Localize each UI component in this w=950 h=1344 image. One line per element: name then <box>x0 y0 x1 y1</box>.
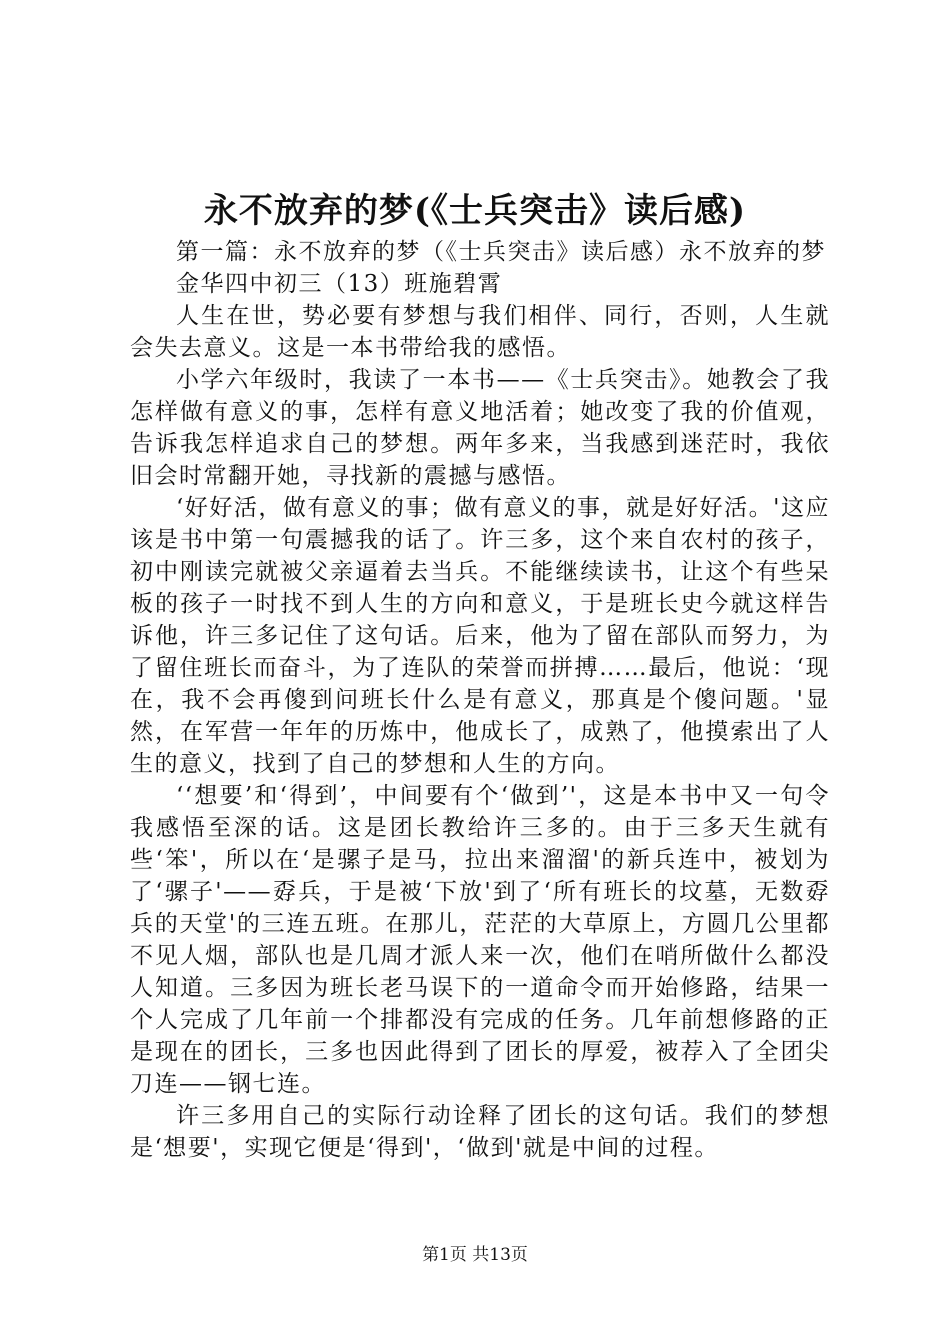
document-body <box>130 236 830 1164</box>
paragraph-6: ‘‘想要’和‘得到’，中间要有个‘做到’'，这是本书中又一句令我感悟至深的话。这是团长教给许三多的。由于三多天生就有些‘笨'，所以在‘是骡子是马，拉出来溜溜'的新兵连中，被划为了‘骡子'——孬兵，于是被‘下放'到了‘所有班长的坟墓，无数孬兵的天堂'的三连五班。在那儿，茫茫的大草原上，方圆几公里都不见人烟，部队也是几周才派人来一次，他们在哨所做什么都没人知道。三多因为班长老马误下的一道命令而开始修路，结果一个人完成了几年前一个排都没有完成的任务。几年前想修路的正是现在的团长，三多也因此得到了团长的厚爱，被荐入了全团尖刀连——钢七连。 <box>130 783 830 1097</box>
paragraph-author: 金华四中初三（13）班施碧霄 <box>176 271 503 297</box>
paragraph-4: 小学六年级时，我读了一本书——《士兵突击》。她教会了我怎样做有意义的事，怎样有意义地活着；她改变了我的价值观，告诉我怎样追求自己的梦想。两年多来，当我感到迷茫时，我依旧会时常翻开她，寻找新的震撼与感悟。 <box>130 367 830 489</box>
paragraph-5: ‘好好活，做有意义的事；做有意义的事，就是好好活。'这应该是书中第一句震撼我的话了。许三多，这个来自农村的孩子，初中刚读完就被父亲逼着去当兵。不能继续读书，让这个有些呆板的孩子一时找不到人生的方向和意义，于是班长史今就这样告诉他，许三多记住了这句话。后来，他为了留在部队而努力，为了留住班长而奋斗，为了连队的荣誉而拼搏……最后，他说：‘现在，我不会再傻到问班长什么是有意义，那真是个傻问题。'显然，在军营一年年的历炼中，他成长了，成熟了，他摸索出了人生的意义，找到了自己的梦想和人生的方向。 <box>130 495 830 777</box>
page-footer: 第1页 共13页 <box>422 1245 528 1265</box>
paragraph-1: 第一篇：永不放弃的梦（《士兵突击》读后感）永不放弃的梦 <box>176 239 826 265</box>
document-title: 永不放弃的梦(《士兵突击》读后感) <box>203 191 747 231</box>
paragraph-7: 许三多用自己的实际行动诠释了团长的这句话。我们的梦想是‘想要'，实现它便是‘得到'，‘做到'就是中间的过程。 <box>130 1103 830 1161</box>
paragraph-3: 人生在世，势必要有梦想与我们相伴、同行，否则，人生就会失去意义。这是一本书带给我的感悟。 <box>130 303 830 361</box>
